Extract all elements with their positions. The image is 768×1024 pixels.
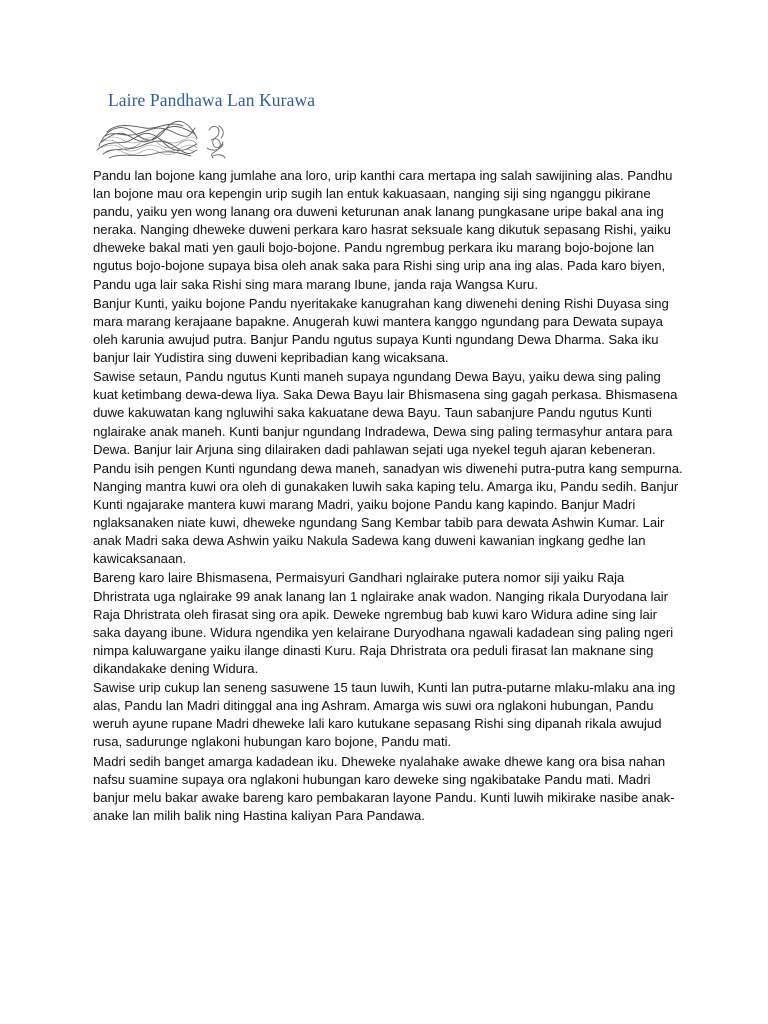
page-title: Laire Pandhawa Lan Kurawa — [108, 90, 316, 110]
paragraph: Sawise setaun, Pandu ngutus Kunti maneh supaya ngundang Dewa Bayu, yaiku dewa sing paling kuat ketimbang dewa-dewa liya. Saka Dewa Bayu lair Bhismasena sing gagah perkasa. Bhismasena duwe kakuwatan kang ngluwihi saka kakuatane dewa Bayu. Taun sabanjure Pandu ngutus Kunti nglairake anak maneh. Kunti banjur ngundang Indradewa, Dewa sing paling termasyhur antara para Dewa. Banjur lair Arjuna sing dilairaken dadi pahlawan sejati uga nyekel teguh ajaran kebeneran. — [93, 369, 678, 457]
paragraph: Bareng karo laire Bhismasena, Permaisyuri Gandhari nglairake putera nomor siji yaiku Raja Dhristrata uga nglairake 99 anak lanang lan 1 nglairake anak wadon. Nanging rikala Duryodana lair Raja Dhristrata oleh firasat sing ora apik. Deweke ngrembug bab kuwi karo Widura adine sing lair saka dayang ibune. Widura ngendika yen kelairane Duryodhana ngawali kadadean sing paling ngeri nimpa kaluwargane yaiku ilange dinasti Kuru. Raja Dhristrata ora peduli firasat lan maknane sing dikandakake dening Widura. — [93, 570, 674, 676]
paragraph: Madri sedih banget amarga kadadean iku. Dheweke nyalahake awake dhewe kang ora bisa nahan nafsu suamine supaya ora nglakoni hubungan karo deweke sing ngakibatake Pandu mati. Madri banjur melu bakar awake bareng karo pembakaran layone Pandu. Kunti luwih mikirake nasibe anak-anake lan milih balik ning Hastina kaliyan Para Pandawa. — [93, 753, 675, 823]
paragraph: Pandu lan bojone kang jumlahe ana loro, urip kanthi cara mertapa ing salah sawijining alas. Pandhu lan bojone mau ora kepengin urip sugih lan entuk kakuasaan, nanging siji sing nganggu pikirane pandu, yaiku yen wong lanang ora duweni keturunan anak lanang pungkasane uripe bakal ana ing neraka. Nanging dheweke duweni perkara karo hasrat seksuale kang dikutuk sepasang Rishi, yaiku dheweke bakal mati yen gauli bojo-bojone. Pandu ngrembug perkara iku marang bojo-bojone lan ngutus bojo-bojone supaya bisa oleh anak saka para Rishi sing urip ana ing alas. Pada karo biyen, Pandu uga lair saka Rishi sing mara marang Ibune, janda raja Wangsa Kuru. — [93, 168, 673, 292]
body-text — [93, 167, 683, 826]
paragraph: Pandu isih pengen Kunti ngundang dewa maneh, sanadyan wis diwenehi putra-putra kang sempurna. Nanging mantra kuwi ora oleh di gunakaken luwih saka kaping telu. Amarga iku, Pandu sedih. Banjur Kunti ngajarake mantera kuwi marang Madri, yaiku bojone Pandu kang kapindo. Banjur Madri nglaksanaken niate kuwi, dheweke ngundang Sang Kembar tabib para dewata Ashwin Kumar. Lair anak Madri saka dewa Ashwin yaiku Nakula Sadewa kang duweni kawanian ingkang gedhe lan kawicaksanaan. — [93, 460, 683, 567]
decorative-ornament-icon — [93, 116, 243, 164]
paragraph: Banjur Kunti, yaiku bojone Pandu nyeritakake kanugrahan kang diwenehi dening Rishi Duyasa sing mara marang kerajaane bapakne. Anugerah kuwi mantera kanggo ngundang para Dewata supaya oleh karunia awujud putra. Banjur Pandu ngutus supaya Kunti ngundang Dewa Dharma. Saka iku banjur lair Yudistira sing duweni kepribadian kang wicaksana. — [93, 295, 669, 366]
paragraph: Sawise urip cukup lan seneng sasuwene 15 taun luwih, Kunti lan putra-putarne mlaku-mlaku ana ing alas, Pandu lan Madri ditinggal ana ing Ashram. Amarga wis suwi ora nglakoni hubungan, Pandu weruh ayune rupane Madri dheweke lali karo kutukane sepasang Rishi sing dipanah rikala awujud rusa, sadurunge nglakoni hubungan karo bojone, Pandu mati. — [93, 680, 676, 750]
